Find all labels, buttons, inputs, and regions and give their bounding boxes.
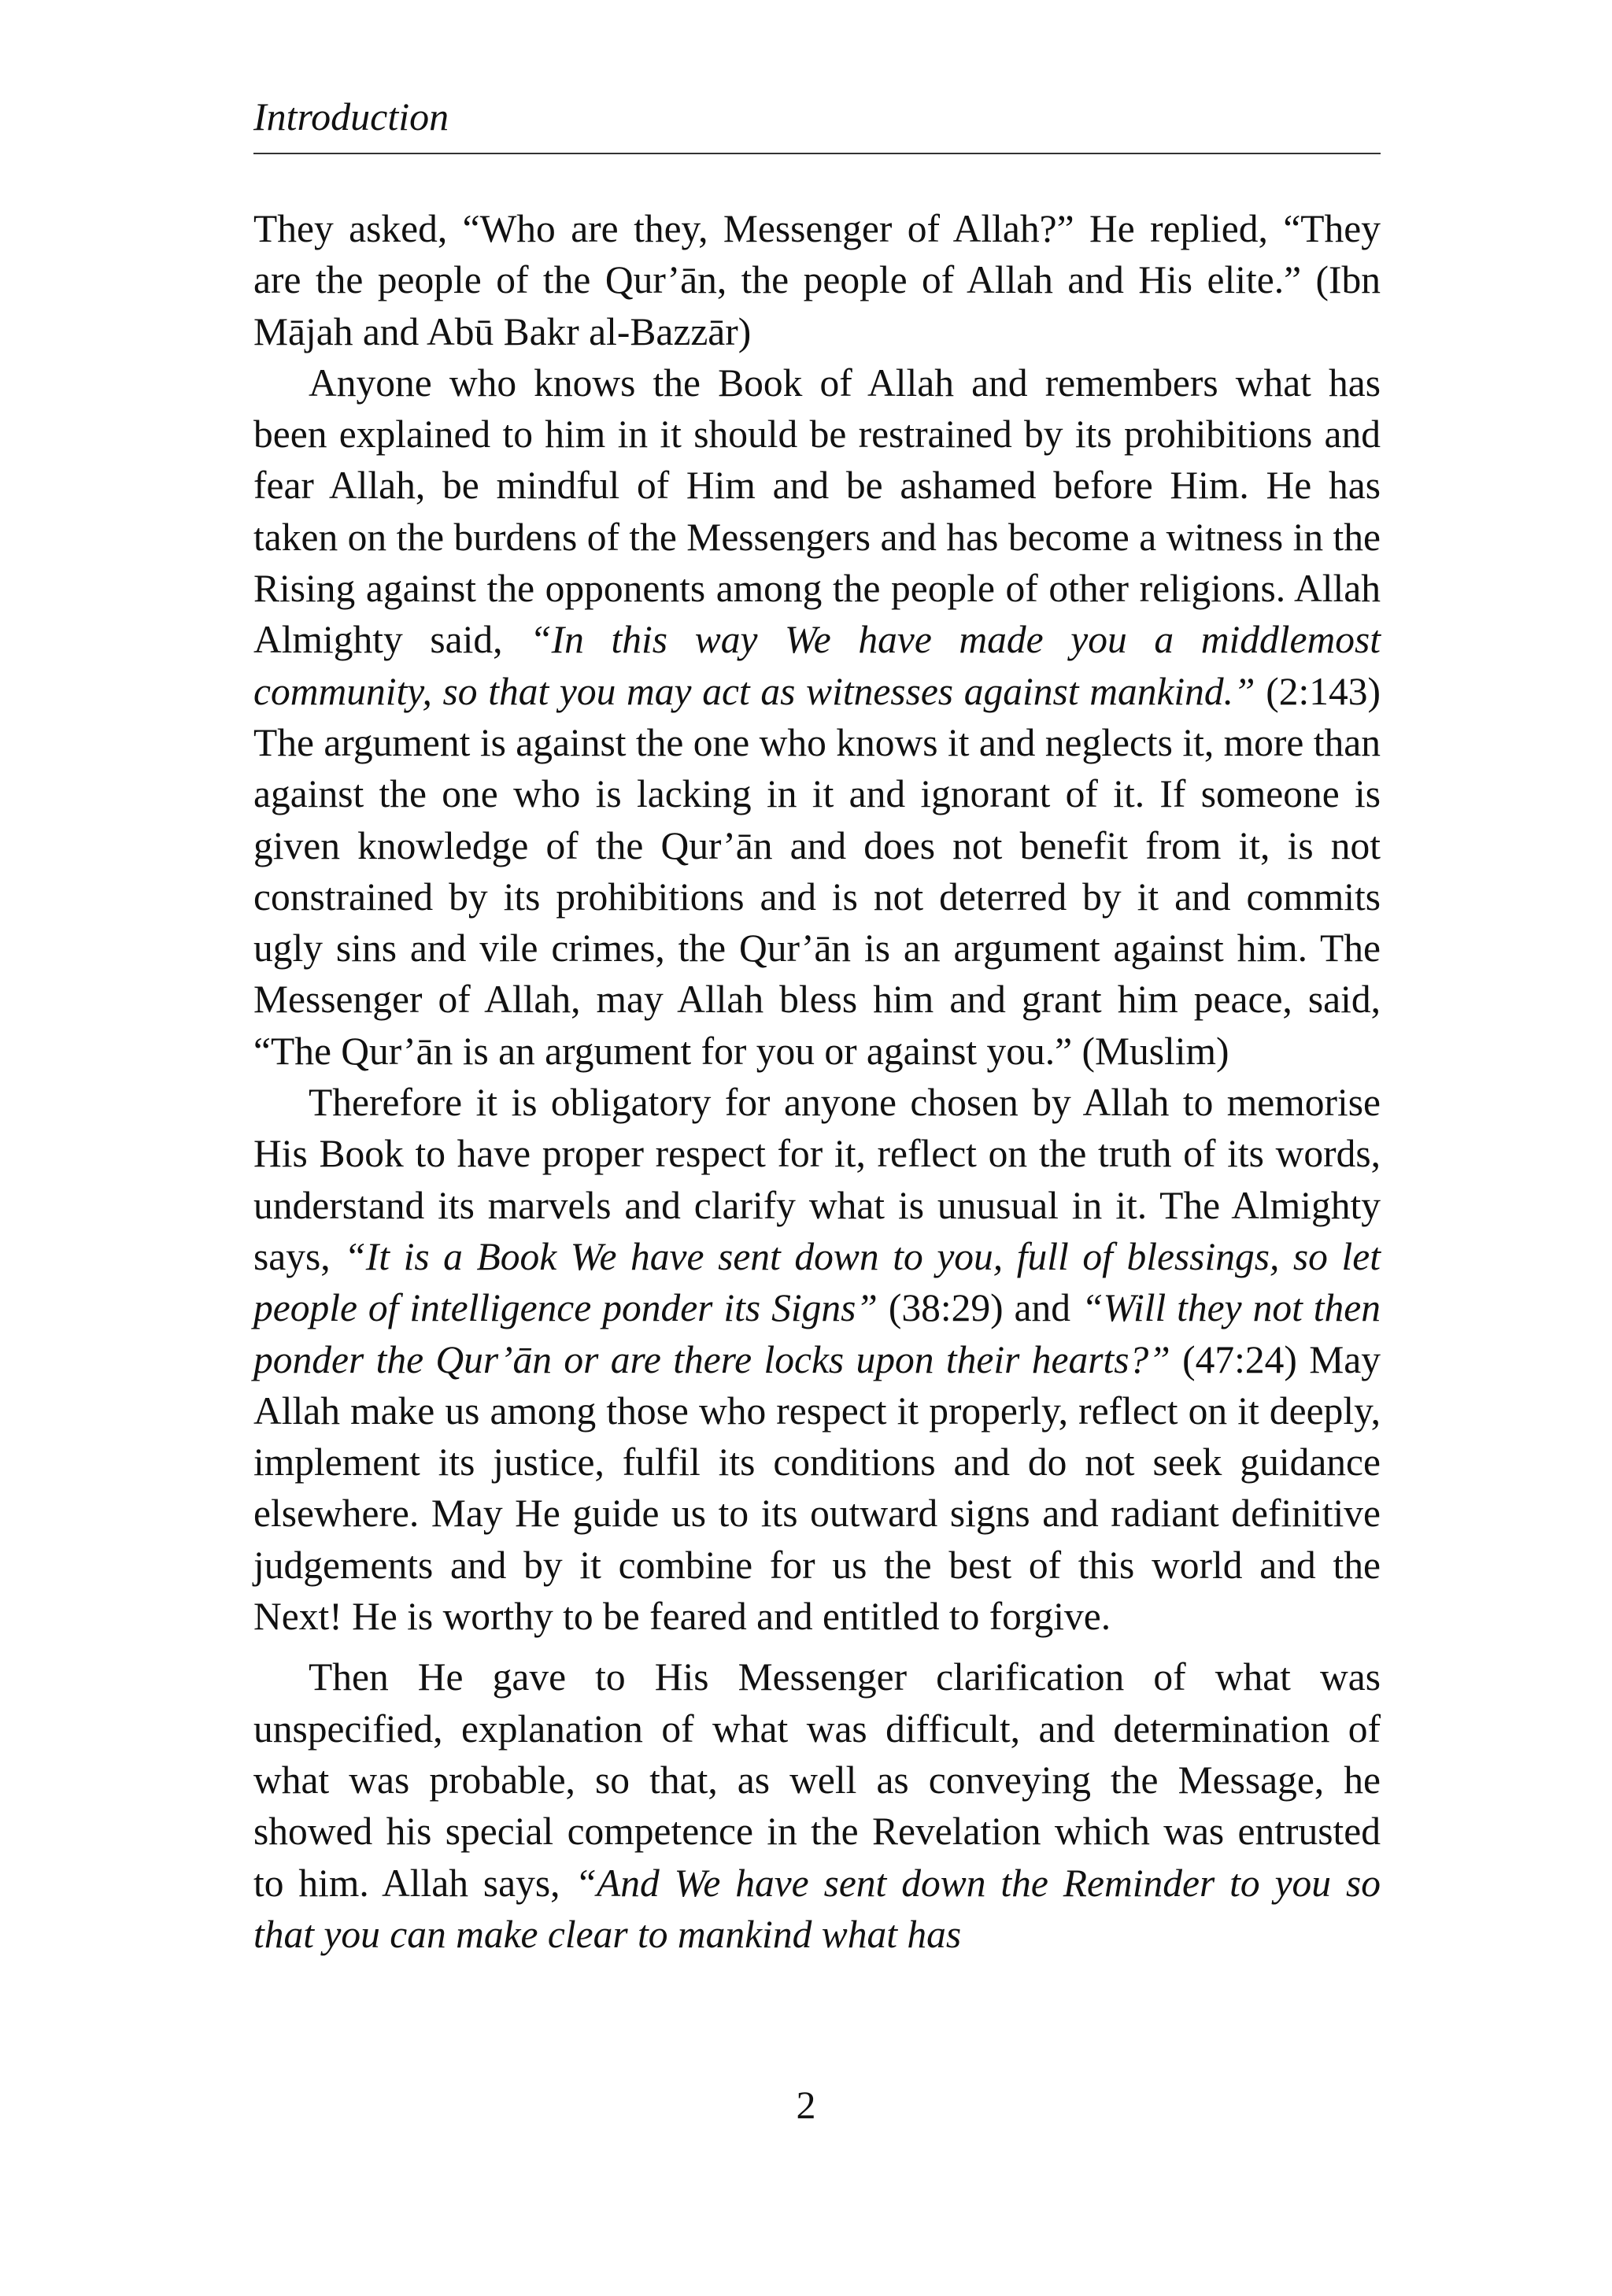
page-number: 2 <box>796 2083 816 2127</box>
text-run: Therefore it is obligatory for anyone chosen by Allah to memorise His Book to have proper respect for it, reflect on the truth of its words, understand its marvels and clarify what is unusual in it. The Almighty says, <box>253 1081 1381 1278</box>
paragraph-2 <box>253 357 1381 1077</box>
text-run: (47:24) May Allah make us among those who respect it properly, reflect on it deeply, implement its justice, fulfil its conditions and do not seek guidance elsewhere. May He guide us to its outward signs and radiant definitive judgements and by it combine for us the best of this world and the Next! He is worthy to be feared and entitled to forgive. <box>253 1337 1381 1639</box>
text-run: Anyone who knows the Book of Allah and remembers what has been explained to him in it should be restrained by its prohibitions and fear Allah, be mindful of Him and be ashamed before Him. He has taken on the burdens of the Messengers and has become a witness in the Rising against the opponents among the people of other religions. Allah Almighty said, <box>253 360 1381 662</box>
quoted-verse: “It is a Book We have sent down to you, full of blessings, so let people of intelligence ponder its Signs” <box>253 1234 1381 1330</box>
text-run: They asked, “Who are they, Messenger of Allah?” He replied, “They are the people of the Qur’ān, the people of Allah and His elite.” (Ibn Mājah and Abū Bakr al-Bazzār) <box>253 207 1381 353</box>
paragraph-1 <box>253 203 1381 357</box>
paragraph-3 <box>253 1077 1381 1642</box>
text-run: (2:143) The argument is against the one who knows it and neglects it, more than against the one who is lacking in it and ignorant of it. If someone is given knowledge of the Qur’ān and does not benefit from it, is not constrained by its prohibitions and is not deterred by it and commits ugly sins and vile crimes, the Qur’ān is an argument against him. The Messenger of Allah, may Allah bless him and grant him peace, said, “The Qur’ān is an argument for you or against you.” (Muslim) <box>253 669 1381 1073</box>
body-text <box>253 203 1381 1960</box>
quoted-verse: “And We have sent down the Reminder to you so that you can make clear to mankind what has <box>253 1861 1381 1956</box>
paragraph-4 <box>253 1651 1381 1960</box>
quoted-verse: “Will they not then ponder the Qur’ān or are there locks upon their hearts?” <box>253 1286 1381 1381</box>
running-head: Introduction <box>253 94 449 139</box>
quoted-verse: “In this way We have made you a middlemost community, so that you may act as witnesses against mankind.” <box>253 618 1381 713</box>
text-run: Then He gave to His Messenger clarification of what was unspecified, explanation of what was difficult, and determination of what was probable, so that, as well as conveying the Message, he showed his special competence in the Revelation which was entrusted to him. Allah says, <box>253 1655 1381 1905</box>
text-run: (38:29) and <box>877 1286 1081 1330</box>
header-rule <box>253 153 1381 154</box>
